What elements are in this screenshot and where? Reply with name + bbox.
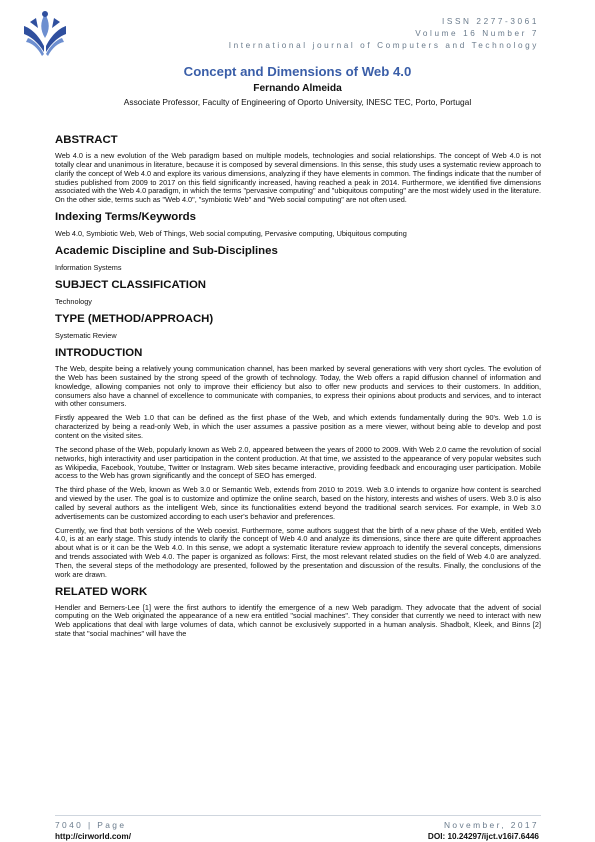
footer-date: November, 2017 — [443, 820, 539, 830]
keywords-heading: Indexing Terms/Keywords — [55, 211, 196, 224]
footer-url-link[interactable]: http://cirworld.com/ — [55, 832, 131, 841]
related-work-text: Hendler and Berners-Lee [1] were the first authors to identify the emergence of a new Web paradigm. They advocate that the advent of social computing on the Web originated the appearance of a new era entitled "social machines". They consider that currently we need to interact with new Web applications that deal with large volumes of data, which cannot be exclusively supported in a human analysis. Shadbolt, Kleek, and Binns [2] state that "social machines" will have the — [55, 602, 541, 639]
discipline-text: Information Systems — [55, 263, 122, 273]
discipline-heading: Academic Discipline and Sub-Disciplines — [55, 245, 278, 258]
footer-doi: DOI: 10.24297/ijct.v16i7.6446 — [427, 832, 539, 841]
journal-issn: ISSN 2277-3061 — [442, 17, 539, 26]
paper-author: Fernando Almeida — [253, 83, 342, 94]
type-text: Systematic Review — [55, 331, 117, 341]
keywords-text: Web 4.0, Symbiotic Web, Web of Things, Web social computing, Pervasive computing, Ubiquitous computing — [55, 229, 407, 239]
subject-heading: SUBJECT CLASSIFICATION — [55, 279, 207, 292]
journal-header — [229, 16, 539, 52]
introduction-paragraph: Firstly appeared the Web 1.0 that can be defined as the first phase of the Web, and which extends fundamentally during the 90's. Web 1.0 is characterized by being a read-only Web, in which the user assumes a passive position as a mere viewer, without being able to develop and post content on the visited sites. — [55, 413, 541, 440]
introduction-paragraph: The Web, despite being a relatively young communication channel, has been marked by several generations with very short cycles. The evolution of the Web has been sustained by the strong speed of the growth of technology. Today, the Web offers a rapid diffusion channel of information and knowledge, allowing companies not only to improve their efficiency but also to offer new products and services to their customers. In addition, consumers also have a channel of excellence to communicate with companies, to express their opinions about products and services, and to interact with other consumers. — [55, 364, 541, 409]
related-work-heading: RELATED WORK — [55, 585, 148, 598]
subject-text: Technology — [55, 297, 92, 307]
paper-title: Concept and Dimensions of Web 4.0 — [183, 64, 412, 79]
introduction-paragraph: The second phase of the Web, popularly known as Web 2.0, appeared between the years of 2000 to 2009. With Web 2.0 came the revolution of social networks, high interactivity and user participation in the content production. At that time, we assisted to the appearance of very popular websites such as Wikipedia, Facebook, Youtube, Twitter or Instagram. Web sites became interactive, providing feedback and encouraging user participation. Mobile access to the Web has grown significantly and the concept of SEO has emerged. — [55, 444, 541, 481]
footer-divider — [55, 815, 541, 816]
type-heading: TYPE (METHOD/APPROACH) — [55, 313, 214, 326]
journal-name: International journal of Computers and Technology — [228, 41, 539, 50]
introduction-paragraph: The third phase of the Web, known as Web 3.0 or Semantic Web, extends from 2010 to 2019. Web 3.0 intends to organize how content is searched and viewed by the user. The goal is to customize and optimize the online search, based on the history, interests and wishes of users. Web 3.0 is also called by several authors as the intelligent Web, since its functionalities extend beyond the traditional search services. For example, in Web 3.0 advertisements can be customized according to each user's behavior and preferences. — [55, 485, 541, 521]
abstract-heading: ABSTRACT — [55, 134, 118, 146]
introduction-paragraph: Currently, we find that both versions of the Web coexist. Furthermore, some authors suggest that the birth of a new phase of the Web, entitled Web 4.0, is at an early stage. This study intends to clarify the concept of Web 4.0 and analyze its dimensions, since there are quite different approaches about what is or it can be the Web 4.0. In this sense, we adopt a systematic literature review approach to identify the several concepts, dimensions and trends associated with Web 4.0. The paper is organized as follows: First, the most relevant related studies on the field of Web 4.0 are analyzed. Then, the several steps of the methodology are presented, followed by the presentation and discussion of the results. Finally, the conclusions of the work are drawn. — [55, 525, 541, 579]
paper-body — [55, 128, 541, 644]
author-affiliation: Associate Professor, Faculty of Engineering of Oporto University, INESC TEC, Porto, Portugal — [123, 97, 472, 107]
journal-volume: Volume 16 Number 7 — [415, 29, 539, 38]
abstract-text: Web 4.0 is a new evolution of the Web paradigm based on multiple models, technologies and social relationships. The concept of Web 4.0 is not totally clear and unanimous in literature, because it is composed by several dimensions. In this sense, this study uses a systematic review approach to clarify the concept of Web 4.0 and explore its various dimensions, analyzing if they have elements in common. The findings indicate that the number of studies published from 2009 to 2017 on this field significantly increased, having reached a peak in 2014. Furthermore, we identified five dimensions associated with the Web 4.0 paradigm, in which the terms "pervasive computing" and "ubiquitous computing" are the most widely used in the literature. On the other side, terms such as "Web 4.0", "symbiotic Web" and "Web social computing" are not often used. — [55, 151, 541, 205]
footer-page-number: 7040 | Page — [55, 820, 127, 830]
introduction-heading: INTRODUCTION — [55, 347, 143, 360]
journal-logo-icon — [20, 8, 70, 58]
